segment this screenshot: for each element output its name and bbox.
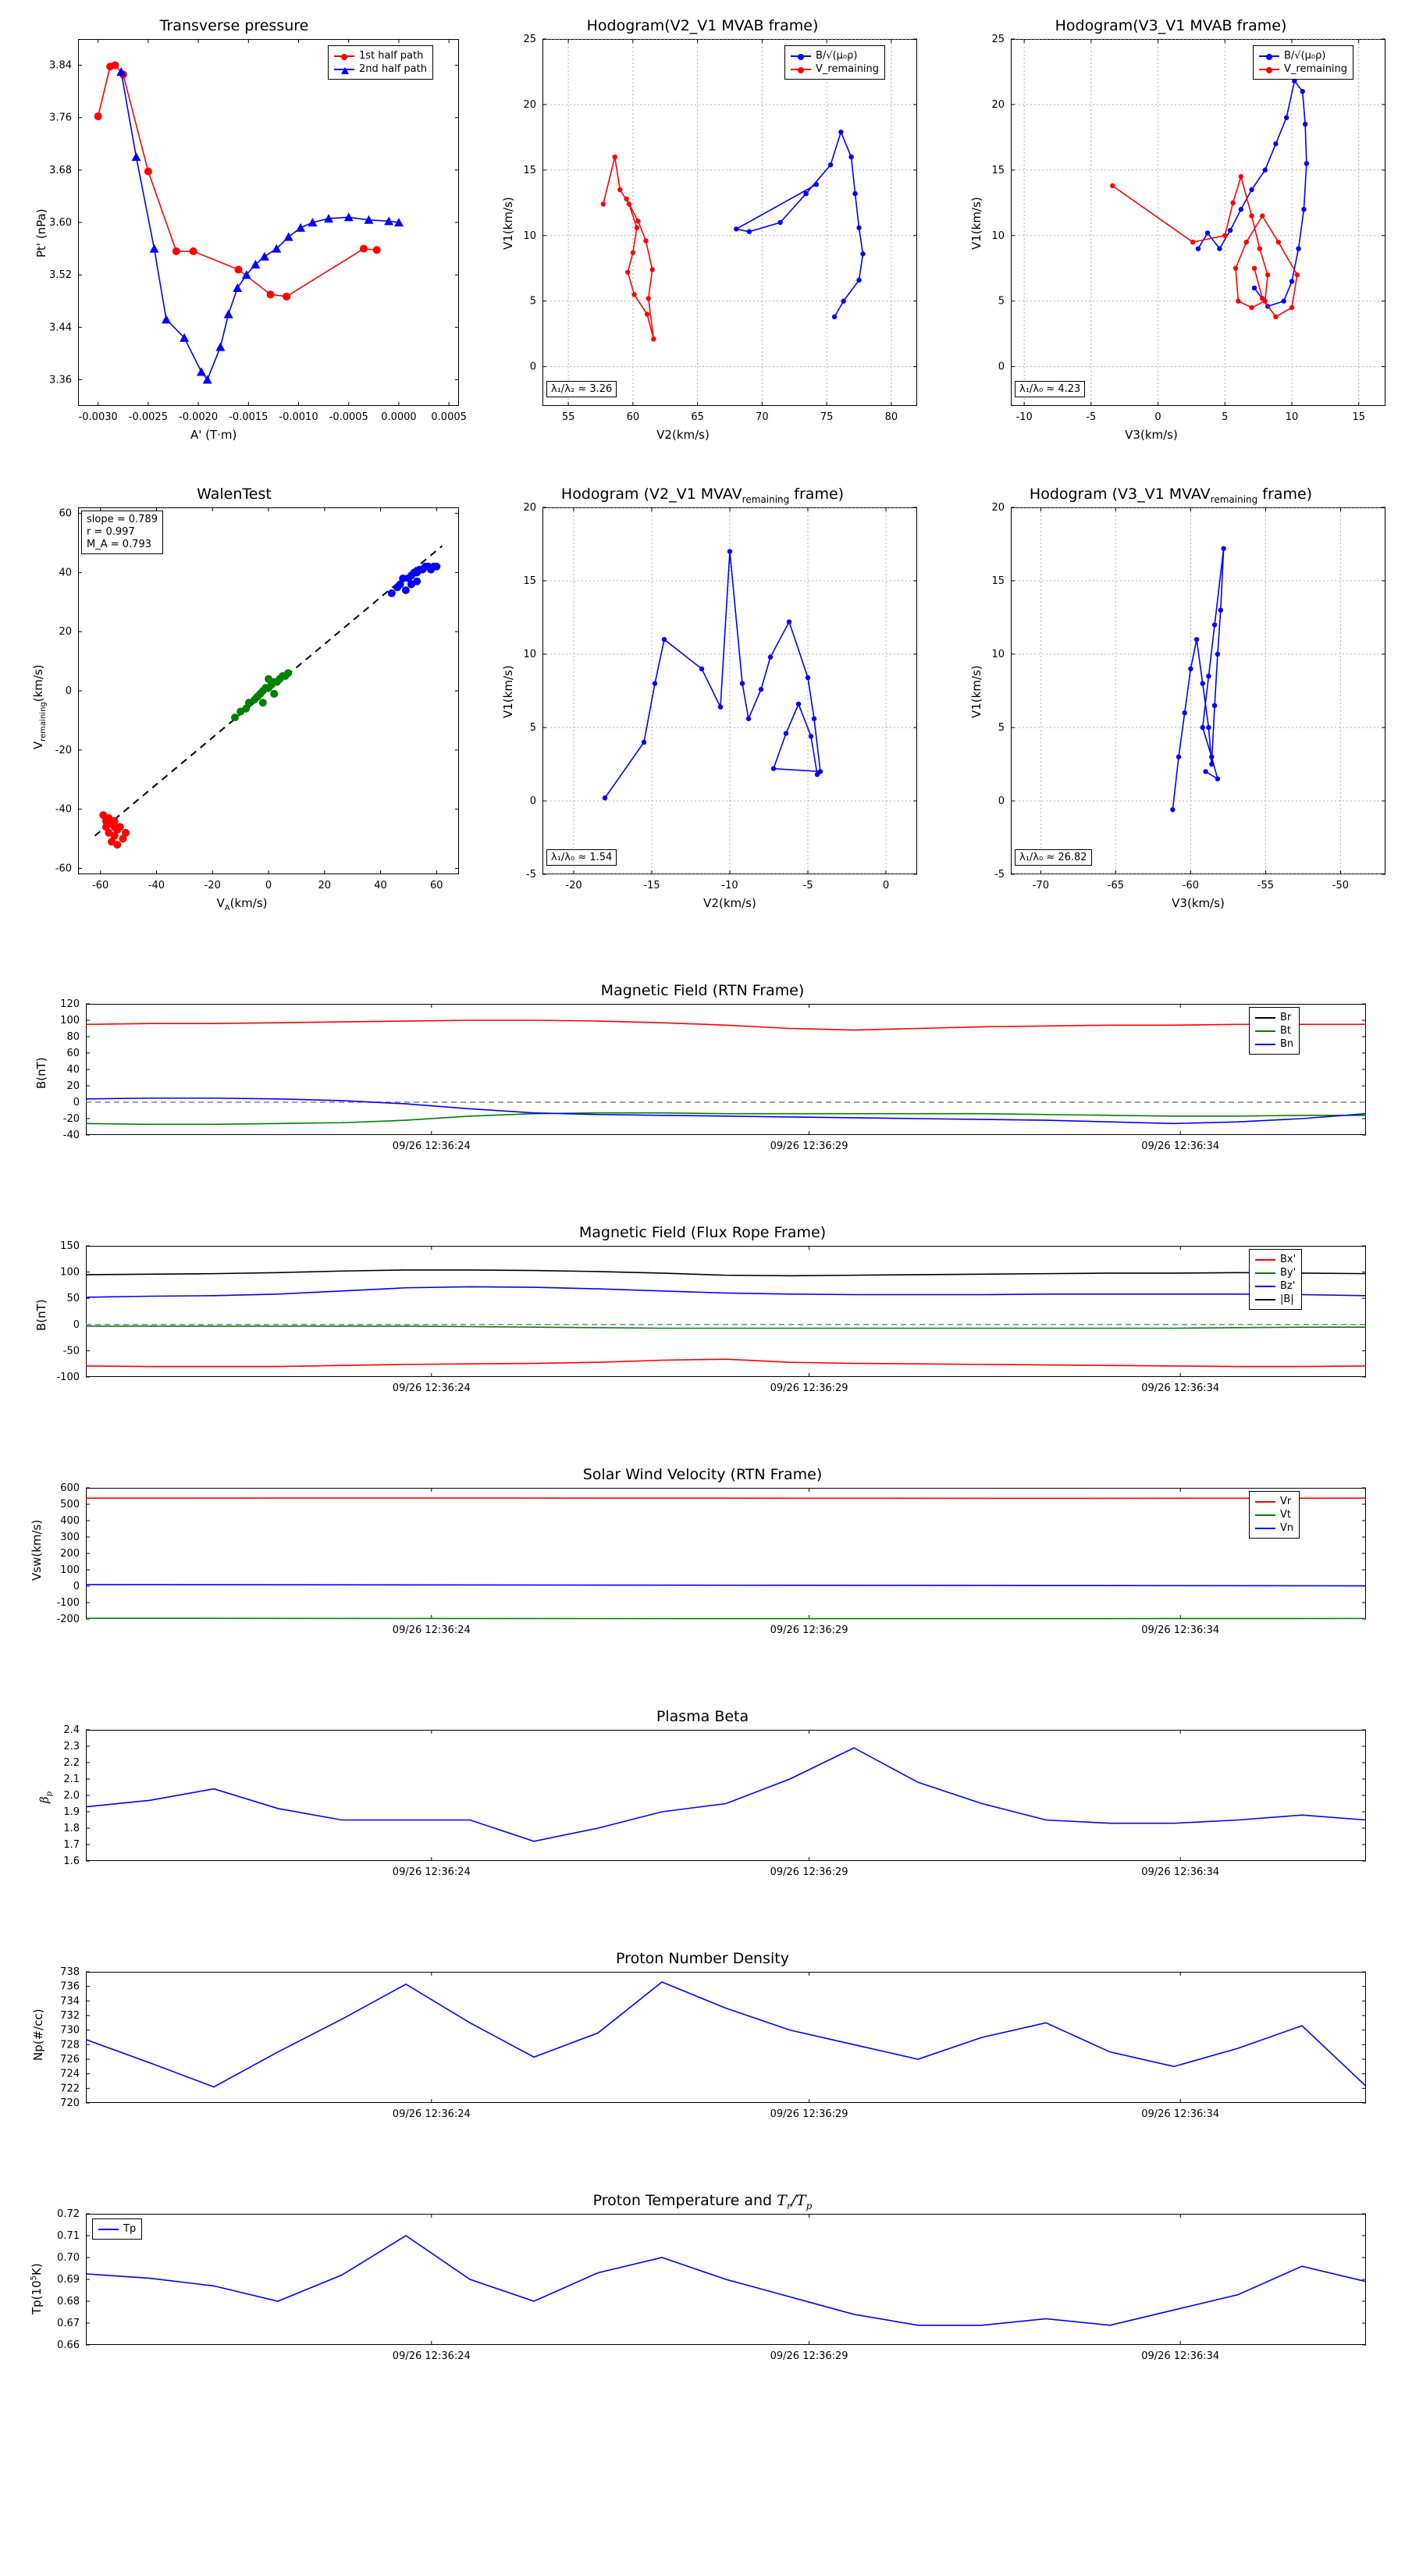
y-tick-label: 736 xyxy=(60,1980,80,1993)
y-tick-label: 0 xyxy=(998,361,1005,373)
series-line xyxy=(86,1359,1366,1366)
y-tick-label: -5 xyxy=(994,869,1005,881)
panel-hodogram-v3v1-mvav xyxy=(937,468,1405,921)
legend xyxy=(1249,1491,1300,1539)
y-axis-label: Vsw(km/s) xyxy=(30,1519,44,1581)
legend-label: Vr xyxy=(1280,1496,1292,1507)
y-tick-label: 734 xyxy=(60,1995,80,2008)
series-line xyxy=(86,1748,1366,1841)
y-axis-label: $\beta_p$ xyxy=(37,1791,54,1803)
y-tick-label: 20 xyxy=(991,98,1005,111)
y-tick-label: 600 xyxy=(60,1482,80,1494)
series-line xyxy=(86,2236,1366,2325)
y-tick-label: -40 xyxy=(62,1130,80,1141)
y-tick-label: 40 xyxy=(66,1064,80,1076)
x-tick-label: 09/26 12:36:29 xyxy=(770,1140,848,1152)
x-tick-label: 09/26 12:36:34 xyxy=(1141,1624,1220,1636)
panel-title: Hodogram(V2_V1 MVAB frame) xyxy=(586,17,819,34)
legend-label: 2nd half path xyxy=(359,63,427,75)
y-tick-label: 150 xyxy=(60,1240,80,1252)
x-tick-label: 0 xyxy=(1154,411,1161,423)
y-tick-label: 0.66 xyxy=(57,2339,80,2351)
y-tick-label: 100 xyxy=(60,1564,80,1576)
x-tick-label: -20 xyxy=(204,880,221,891)
y-tick-label: 0.70 xyxy=(57,2252,80,2264)
x-tick-label: -20 xyxy=(565,880,582,891)
y-tick-label: 3.44 xyxy=(49,322,72,334)
panel-title: Hodogram(V3_V1 MVAB frame) xyxy=(1055,17,1287,34)
y-tick-label: -200 xyxy=(56,1614,80,1625)
hodogram4-svg xyxy=(937,468,1405,921)
panel-title: Transverse pressure xyxy=(159,17,309,34)
legend-swatch-br xyxy=(1255,1017,1275,1019)
panel-proton-temperature xyxy=(0,2186,1405,2404)
y-tick-label: 20 xyxy=(66,1080,80,1092)
y-tick-label: 100 xyxy=(60,1015,80,1026)
y-tick-label: 20 xyxy=(59,626,72,639)
legend-swatch-red xyxy=(791,69,811,70)
y-tick-label: 0 xyxy=(998,795,1005,807)
y-tick-label: 0 xyxy=(529,795,536,807)
x-tick-label: 09/26 12:36:29 xyxy=(770,2108,848,2120)
legend-item xyxy=(1259,62,1347,76)
series-line xyxy=(86,1585,1366,1586)
y-tick-label: 730 xyxy=(60,2024,80,2037)
marker-circle xyxy=(1266,54,1272,60)
x-tick-label: -50 xyxy=(1332,880,1350,891)
y-tick-label: 0 xyxy=(529,361,536,373)
y-axis-label: Pt' (nPa) xyxy=(34,208,48,258)
x-axis-label: V2(km/s) xyxy=(703,896,756,910)
x-tick-label: 09/26 12:36:34 xyxy=(1141,1382,1220,1394)
x-tick-label: 09/26 12:36:24 xyxy=(392,2350,471,2362)
y-tick-label: -40 xyxy=(55,803,72,816)
marker-triangle xyxy=(341,67,349,74)
y-tick-label: 10 xyxy=(991,229,1005,242)
panel-plasma-beta xyxy=(0,1702,1405,1905)
legend-item xyxy=(1255,1253,1296,1266)
r-value: r = 0.997 xyxy=(87,526,135,538)
y-tick-label: 732 xyxy=(60,2010,80,2022)
marker-circle xyxy=(798,54,804,60)
hodogram3-svg xyxy=(468,468,937,921)
x-tick-label: 20 xyxy=(318,880,332,891)
y-tick-label: 2.3 xyxy=(63,1741,80,1752)
legend-label: 1st half path xyxy=(359,50,424,62)
y-tick-label: 40 xyxy=(59,567,72,579)
y-tick-label: 100 xyxy=(60,1266,80,1279)
panel-title: WalenTest xyxy=(197,486,272,503)
x-tick-label: -5 xyxy=(802,880,813,891)
x-axis-label: V3(km/s) xyxy=(1172,896,1225,910)
x-axis-label: V2(km/s) xyxy=(656,428,710,442)
y-tick-label: 60 xyxy=(59,507,72,520)
panel-walen-test xyxy=(0,468,468,921)
y-tick-label: -60 xyxy=(55,863,72,875)
y-axis-label: V1(km/s) xyxy=(969,197,984,250)
x-tick-label: -0.0010 xyxy=(279,411,318,423)
x-tick-label: 09/26 12:36:34 xyxy=(1141,2350,1220,2362)
panel-title: Solar Wind Velocity (RTN Frame) xyxy=(582,1466,823,1483)
series-line xyxy=(86,1326,1366,1329)
legend-item xyxy=(1255,1266,1296,1279)
ts2-svg xyxy=(0,1218,1405,1421)
y-tick-label: 728 xyxy=(60,2039,80,2051)
series-line xyxy=(86,1113,1366,1125)
y-tick-label: 722 xyxy=(60,2083,80,2095)
legend-item xyxy=(334,62,427,76)
y-tick-label: 0.68 xyxy=(57,2296,80,2307)
marker-circle xyxy=(1266,67,1272,73)
x-tick-label: -60 xyxy=(92,880,109,891)
legend-item xyxy=(1255,1011,1293,1024)
panel-magnetic-field-flux-rope xyxy=(0,1218,1405,1421)
y-tick-label: 5 xyxy=(998,722,1005,734)
x-tick-label: 40 xyxy=(374,880,387,891)
ts1-svg xyxy=(0,976,1405,1179)
x-tick-label: -70 xyxy=(1032,880,1050,891)
y-tick-label: 200 xyxy=(60,1548,80,1560)
legend-item xyxy=(334,49,427,62)
y-tick-label: 80 xyxy=(66,1031,80,1043)
legend xyxy=(1253,45,1353,80)
panel-title: Plasma Beta xyxy=(656,1708,749,1725)
malfven-value: M_A = 0.793 xyxy=(87,539,151,550)
panel-title: Hodogram (V3_V1 $MVAV_{remaining}$ frame) xyxy=(1029,486,1313,505)
legend-swatch-tp xyxy=(98,2229,119,2230)
y-tick-label: 2.0 xyxy=(63,1790,80,1802)
panel-title: Magnetic Field (Flux Rope Frame) xyxy=(578,1224,827,1241)
x-tick-label: -0.0020 xyxy=(179,411,219,423)
y-tick-label: 500 xyxy=(60,1499,80,1510)
panel-solar-wind-velocity xyxy=(0,1460,1405,1663)
legend-item xyxy=(1255,1279,1296,1293)
x-tick-label: 09/26 12:36:24 xyxy=(392,1624,471,1636)
legend-label: Bz' xyxy=(1280,1280,1296,1292)
y-tick-label: 0 xyxy=(73,1097,80,1108)
legend-swatch-vn xyxy=(1255,1528,1275,1529)
y-axis-label: $Tp(10^5K)$ xyxy=(30,2263,44,2314)
y-tick-label: 5 xyxy=(529,295,536,308)
y-tick-label: 3.36 xyxy=(49,374,72,386)
walen-svg xyxy=(0,468,468,921)
y-tick-label: 50 xyxy=(66,1293,80,1305)
x-tick-label: 09/26 12:36:34 xyxy=(1141,2108,1220,2120)
legend-item xyxy=(1255,1293,1296,1306)
y-tick-label: 3.84 xyxy=(49,59,72,72)
panel-hodogram-v2v1-mvav xyxy=(468,468,937,921)
x-tick-label: -55 xyxy=(1257,880,1275,891)
x-axis-label: $V_A(km/s)$ xyxy=(216,896,268,913)
x-tick-label: 0.0005 xyxy=(431,411,467,423)
legend-label: Br xyxy=(1280,1012,1292,1023)
x-tick-label: 15 xyxy=(1352,411,1365,423)
y-tick-label: 1.7 xyxy=(63,1839,80,1851)
legend-swatch-bz xyxy=(1255,1286,1275,1287)
x-axis-label: A' (T·m) xyxy=(190,428,237,442)
legend-swatch-bn xyxy=(1255,1044,1275,1045)
x-tick-label: 5 xyxy=(1222,411,1229,423)
x-tick-label: 70 xyxy=(756,411,769,423)
legend-label: V_remaining xyxy=(1284,63,1348,75)
legend-label: Bn xyxy=(1280,1038,1294,1050)
y-tick-label: 3.68 xyxy=(49,164,72,176)
y-tick-label: -50 xyxy=(62,1345,80,1357)
y-tick-label: 724 xyxy=(60,2068,80,2080)
series-line xyxy=(86,1286,1366,1297)
y-tick-label: 0.72 xyxy=(57,2208,80,2220)
legend-swatch-blue xyxy=(334,69,354,70)
eigenvalue-annotation: λ₁/λ₀ ≈ 4.23 xyxy=(1015,381,1085,397)
y-tick-label: 1.8 xyxy=(63,1823,80,1834)
panel-title: Proton Temperature and $T_r/T_p$ xyxy=(592,2192,813,2211)
legend-item xyxy=(1259,49,1347,62)
x-tick-label: 09/26 12:36:34 xyxy=(1141,1140,1220,1152)
y-axis-label: $V_{remaining}(km/s)$ xyxy=(31,664,48,749)
y-tick-label: 0.71 xyxy=(57,2230,80,2242)
x-tick-label: 80 xyxy=(884,411,898,423)
x-tick-label: 09/26 12:36:24 xyxy=(392,1866,471,1878)
y-tick-label: 3.52 xyxy=(49,269,72,282)
walen-stats xyxy=(81,511,163,554)
x-tick-label: 0 xyxy=(265,880,272,891)
x-tick-label: -0.0025 xyxy=(128,411,168,423)
legend-label: Vn xyxy=(1280,1522,1294,1534)
x-tick-label: -10 xyxy=(721,880,738,891)
eigenvalue-annotation: λ₁/λ₂ ≈ 3.26 xyxy=(546,381,617,397)
x-tick-label: 09/26 12:36:24 xyxy=(392,2108,471,2120)
y-tick-label: 720 xyxy=(60,2097,80,2109)
y-tick-label: 3.60 xyxy=(49,217,72,229)
marker-circle xyxy=(798,67,804,73)
legend-item xyxy=(1255,1037,1293,1051)
legend xyxy=(1249,1007,1300,1055)
panel-hodogram-v3v1-mvab xyxy=(937,0,1405,453)
y-axis-label: Np(#/cc) xyxy=(31,2008,45,2061)
legend-item xyxy=(791,49,879,62)
legend-swatch-red xyxy=(334,55,354,57)
x-tick-label: 60 xyxy=(626,411,640,423)
x-axis-label: V3(km/s) xyxy=(1125,428,1178,442)
y-tick-label: -100 xyxy=(56,1372,80,1383)
y-tick-label: 0 xyxy=(73,1318,80,1331)
legend-item xyxy=(1255,1024,1293,1037)
x-tick-label: 09/26 12:36:24 xyxy=(392,1382,471,1394)
legend xyxy=(328,45,433,80)
y-tick-label: -20 xyxy=(62,1113,80,1125)
x-tick-label: 60 xyxy=(430,880,443,891)
x-tick-label: 65 xyxy=(691,411,704,423)
y-tick-label: 5 xyxy=(998,295,1005,308)
y-tick-label: 15 xyxy=(523,575,536,587)
legend-item xyxy=(1255,1508,1293,1521)
x-tick-label: -0.0005 xyxy=(329,411,368,423)
eigenvalue-annotation: λ₁/λ₀ ≈ 1.54 xyxy=(546,849,617,866)
y-axis-label: B(nT) xyxy=(34,1299,48,1331)
panel-title: Proton Number Density xyxy=(616,1950,789,1967)
legend-item xyxy=(791,62,879,76)
y-tick-label: 20 xyxy=(523,502,536,514)
x-tick-label: 09/26 12:36:29 xyxy=(770,1866,848,1878)
y-tick-label: 10 xyxy=(523,649,536,660)
x-tick-label: 55 xyxy=(561,411,575,423)
y-tick-label: 738 xyxy=(60,1966,80,1978)
y-tick-label: 0 xyxy=(73,1581,80,1592)
y-tick-label: 2.2 xyxy=(63,1757,80,1769)
eigenvalue-annotation: λ₁/λ₀ ≈ 26.82 xyxy=(1015,849,1092,866)
panel-title: Hodogram (V2_V1 $MVAV_{remaining}$ frame) xyxy=(560,486,845,505)
legend-label: B/√(μ₀ρ) xyxy=(816,50,858,62)
y-tick-label: 2.1 xyxy=(63,1774,80,1785)
x-tick-label: -65 xyxy=(1107,880,1125,891)
y-tick-label: 0 xyxy=(65,685,72,697)
legend-swatch-blue xyxy=(1259,55,1279,57)
y-tick-label: 2.4 xyxy=(63,1724,80,1736)
y-tick-label: 0.69 xyxy=(57,2274,80,2286)
x-tick-label: -5 xyxy=(1086,411,1097,423)
legend-item xyxy=(1255,1495,1293,1508)
legend xyxy=(1249,1249,1302,1310)
legend-label: By' xyxy=(1280,1267,1297,1279)
series-line xyxy=(86,1020,1366,1030)
x-tick-label: -0.0030 xyxy=(78,411,118,423)
legend-swatch-vr xyxy=(1255,1501,1275,1503)
ts4-svg xyxy=(0,1702,1405,1905)
series-line xyxy=(86,1270,1366,1276)
y-axis-label: V1(km/s) xyxy=(501,197,515,250)
y-tick-label: 3.76 xyxy=(49,112,72,124)
legend-label: V_remaining xyxy=(816,63,880,75)
x-tick-label: 09/26 12:36:29 xyxy=(770,1382,848,1394)
legend-item xyxy=(1255,1521,1293,1535)
y-tick-label: 25 xyxy=(523,34,536,45)
x-tick-label: 09/26 12:36:24 xyxy=(392,1140,471,1152)
ts6-svg xyxy=(0,2186,1405,2404)
y-tick-label: 20 xyxy=(523,98,536,111)
x-tick-label: -0.0015 xyxy=(229,411,269,423)
legend-label: Vt xyxy=(1280,1509,1291,1521)
ts3-svg xyxy=(0,1460,1405,1663)
x-tick-label: 09/26 12:36:34 xyxy=(1141,1866,1220,1878)
y-tick-label: 0.67 xyxy=(57,2318,80,2329)
panel-magnetic-field-rtn xyxy=(0,976,1405,1179)
y-tick-label: 20 xyxy=(991,502,1005,514)
x-tick-label: 0.0000 xyxy=(381,411,417,423)
legend-label: |B| xyxy=(1280,1293,1294,1305)
legend-swatch-bmag xyxy=(1255,1299,1275,1300)
y-tick-label: 10 xyxy=(523,229,536,242)
y-axis-label: V1(km/s) xyxy=(969,665,984,718)
x-tick-label: 10 xyxy=(1285,411,1299,423)
y-tick-label: 300 xyxy=(60,1532,80,1543)
legend-label: Tp xyxy=(123,2223,137,2235)
legend-swatch-bt xyxy=(1255,1030,1275,1032)
y-tick-label: 10 xyxy=(991,649,1005,660)
y-tick-label: 1.6 xyxy=(63,1856,80,1867)
x-tick-label: 09/26 12:36:29 xyxy=(770,2350,848,2362)
y-tick-label: 15 xyxy=(991,575,1005,587)
panel-title: Magnetic Field (RTN Frame) xyxy=(600,982,805,999)
y-tick-label: -100 xyxy=(56,1597,80,1609)
panel-transverse-pressure xyxy=(0,0,468,453)
y-tick-label: 726 xyxy=(60,2054,80,2065)
x-tick-label: -15 xyxy=(643,880,660,891)
series-line xyxy=(86,1982,1366,2087)
y-tick-label: 60 xyxy=(66,1048,80,1059)
x-tick-label: -60 xyxy=(1182,880,1200,891)
legend-label: Bt xyxy=(1280,1025,1292,1037)
y-tick-label: 25 xyxy=(991,34,1005,45)
legend-label: B/√(μ₀ρ) xyxy=(1284,50,1326,62)
x-tick-label: 0 xyxy=(882,880,890,891)
y-tick-label: -5 xyxy=(526,869,536,881)
panel-hodogram-v2v1-mvab xyxy=(468,0,937,453)
x-tick-label: -10 xyxy=(1016,411,1033,423)
y-tick-label: 400 xyxy=(60,1515,80,1527)
legend-swatch-bx xyxy=(1255,1259,1275,1261)
y-axis-label: B(nT) xyxy=(34,1057,48,1089)
y-tick-label: 15 xyxy=(991,164,1005,176)
legend-item xyxy=(98,2222,136,2236)
x-tick-label: 09/26 12:36:29 xyxy=(770,1624,848,1636)
legend-swatch-red xyxy=(1259,69,1279,70)
y-tick-label: 15 xyxy=(523,164,536,176)
y-tick-label: 5 xyxy=(529,722,536,734)
y-axis-label: V1(km/s) xyxy=(501,665,515,718)
legend-swatch-by xyxy=(1255,1272,1275,1274)
x-tick-label: -40 xyxy=(148,880,165,891)
marker-circle xyxy=(341,54,347,60)
legend-swatch-blue xyxy=(791,55,811,57)
y-tick-label: 120 xyxy=(60,998,80,1010)
y-tick-label: -20 xyxy=(55,744,72,756)
legend-swatch-vt xyxy=(1255,1514,1275,1516)
legend-label: Bx' xyxy=(1280,1254,1297,1265)
legend xyxy=(784,45,885,80)
panel-proton-number-density xyxy=(0,1944,1405,2147)
ts5-svg xyxy=(0,1944,1405,2147)
slope-value: slope = 0.789 xyxy=(87,514,158,525)
x-tick-label: 75 xyxy=(820,411,834,423)
y-tick-label: 1.9 xyxy=(63,1806,80,1818)
legend xyxy=(92,2218,142,2240)
